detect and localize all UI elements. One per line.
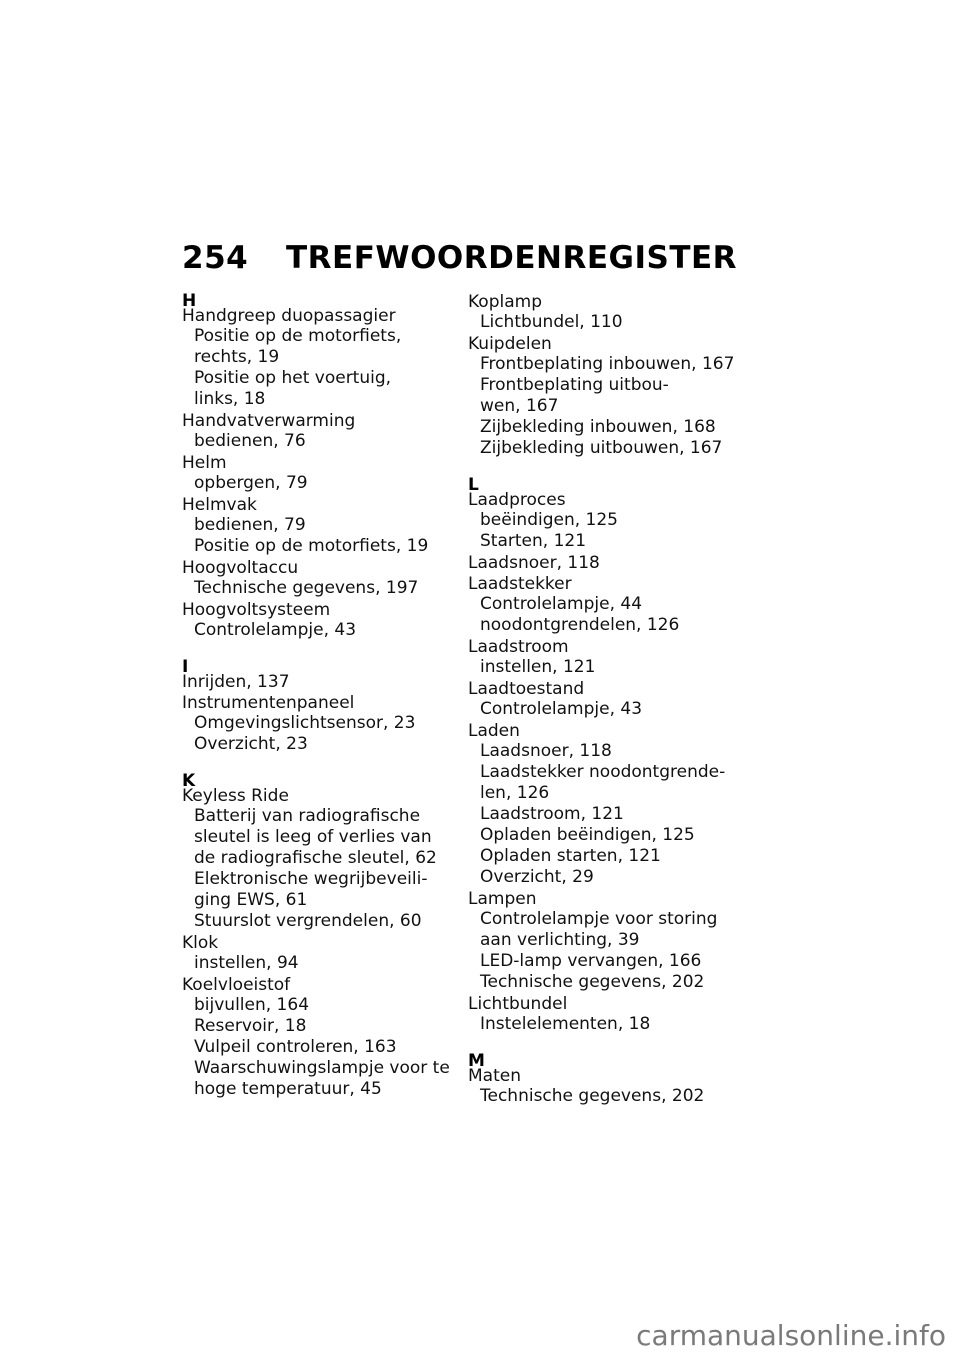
index-subentry[interactable]: Batterij van radiografische sleutel is leeg of verlies van de radiografische sleutel, 62 (194, 806, 437, 868)
index-subentry[interactable]: Overzicht, 29 (480, 867, 594, 887)
index-subentry[interactable]: Technische gegevens, 197 (194, 578, 419, 598)
index-subentry[interactable]: Controlelampje, 43 (480, 699, 643, 719)
index-entry (182, 976, 467, 1100)
index-term-helmvak[interactable]: Helmvak (182, 495, 257, 515)
index-subentry[interactable]: Zijbekleding inbouwen, 168 (480, 417, 716, 437)
section-letter-k: K (182, 771, 196, 791)
index-subentry[interactable]: Opladen beëindigen, 125 (480, 825, 695, 845)
index-term-laadproces[interactable]: Laadproces (468, 490, 566, 510)
index-subentry[interactable]: bedienen, 79 (194, 515, 306, 535)
index-subentry[interactable]: Controlelampje voor storing aan verlichting, 39 (480, 909, 718, 950)
index-entry (182, 673, 467, 692)
section-letter-i: I (182, 657, 189, 677)
index-term-handvatverwarming[interactable]: Handvatverwarming (182, 411, 356, 431)
index-subentry[interactable]: Positie op de motorfiets, 19 (194, 536, 429, 556)
index-subentry[interactable]: Starten, 121 (480, 531, 587, 551)
index-subentry[interactable]: LED-lamp vervangen, 166 (480, 951, 702, 971)
page-title: TREFWOORDENREGISTER (286, 240, 738, 276)
section-gap (468, 1037, 753, 1049)
index-term-helm[interactable]: Helm (182, 453, 227, 473)
index-term-hoogvoltsysteem[interactable]: Hoogvoltsysteem (182, 600, 331, 620)
index-subentry[interactable]: bijvullen, 164 (194, 995, 310, 1015)
index-entry (468, 293, 753, 333)
index-subentry[interactable]: Instelelementen, 18 (480, 1014, 651, 1034)
index-entry (182, 412, 467, 452)
index-entry (182, 787, 467, 932)
index-column-right (468, 293, 753, 1109)
index-term-lampen[interactable]: Lampen (468, 889, 537, 909)
index-term-koplamp[interactable]: Koplamp (468, 292, 542, 312)
index-subentry[interactable]: Overzicht, 23 (194, 734, 308, 754)
index-subentry[interactable]: Technische gegevens, 202 (480, 1086, 705, 1106)
index-entry (182, 496, 467, 557)
index-entry (182, 454, 467, 494)
index-entry (468, 335, 753, 459)
index-subentry[interactable]: Reservoir, 18 (194, 1016, 307, 1036)
index-entry (182, 601, 467, 641)
index-term-laadtoestand[interactable]: Laadtoestand (468, 679, 585, 699)
index-term-handgreep-duopassagier[interactable]: Handgreep duopassagier (182, 306, 396, 326)
index-entry (468, 554, 753, 573)
index-subentry[interactable]: Vulpeil controleren, 163 (194, 1037, 397, 1057)
index-subentry[interactable]: Opladen starten, 121 (480, 846, 661, 866)
index-subentry[interactable]: instellen, 121 (480, 657, 596, 677)
index-subentry[interactable]: Waarschuwingslampje voor te hoge temperatuur, 45 (194, 1058, 450, 1099)
index-entry (182, 694, 467, 755)
index-subentry[interactable]: Frontbeplating uitbou- wen, 167 (480, 375, 669, 416)
index-entry (468, 491, 753, 552)
index-subentry[interactable]: opbergen, 79 (194, 473, 308, 493)
watermark: carmanualsonline.info (636, 1319, 946, 1352)
index-entry (468, 722, 753, 888)
index-term-laadstroom[interactable]: Laadstroom (468, 637, 569, 657)
index-entry (468, 575, 753, 636)
index-term-inrijden-137[interactable]: Inrijden, 137 (182, 672, 290, 692)
index-subentry[interactable]: Laadstekker noodontgrende- len, 126 (480, 762, 726, 803)
index-subentry[interactable]: Frontbeplating inbouwen, 167 (480, 354, 735, 374)
index-subentry[interactable]: noodontgrendelen, 126 (480, 615, 680, 635)
index-term-kuipdelen[interactable]: Kuipdelen (468, 334, 552, 354)
index-term-laadsnoer-118[interactable]: Laadsnoer, 118 (468, 553, 600, 573)
index-entry (468, 1067, 753, 1107)
index-subentry[interactable]: instellen, 94 (194, 953, 299, 973)
index-subentry[interactable]: Laadstroom, 121 (480, 804, 624, 824)
index-term-laden[interactable]: Laden (468, 721, 520, 741)
section-letter-l: L (468, 475, 479, 495)
index-term-klok[interactable]: Klok (182, 933, 219, 953)
section-gap (182, 757, 467, 769)
index-subentry[interactable]: Positie op de motorfiets, rechts, 19 (194, 326, 402, 367)
index-column-left (182, 293, 467, 1102)
index-subentry[interactable]: Elektronische wegrijbeveili- ging EWS, 61 (194, 869, 428, 910)
index-subentry[interactable]: Zijbekleding uitbouwen, 167 (480, 438, 723, 458)
index-entry (468, 680, 753, 720)
section-letter-m: M (468, 1051, 485, 1071)
index-subentry[interactable]: Controlelampje, 43 (194, 620, 357, 640)
index-term-lichtbundel[interactable]: Lichtbundel (468, 994, 568, 1014)
index-term-laadstekker[interactable]: Laadstekker (468, 574, 572, 594)
index-subentry[interactable]: Stuurslot vergrendelen, 60 (194, 911, 422, 931)
index-entry (182, 559, 467, 599)
index-subentry[interactable]: Positie op het voertuig, links, 18 (194, 368, 392, 409)
index-entry (182, 307, 467, 410)
index-subentry[interactable]: Controlelampje, 44 (480, 594, 643, 614)
page-header (182, 240, 737, 276)
index-term-instrumentenpaneel[interactable]: Instrumentenpaneel (182, 693, 355, 713)
index-entry (468, 995, 753, 1035)
index-subentry[interactable]: Laadsnoer, 118 (480, 741, 612, 761)
index-term-koelvloeistof[interactable]: Koelvloeistof (182, 975, 291, 995)
index-entry (468, 638, 753, 678)
index-entry (182, 934, 467, 974)
index-entry (468, 890, 753, 993)
index-term-keyless-ride[interactable]: Keyless Ride (182, 786, 289, 806)
section-gap (468, 461, 753, 473)
index-subentry[interactable]: Lichtbundel, 110 (480, 312, 623, 332)
index-subentry[interactable]: beëindigen, 125 (480, 510, 619, 530)
index-subentry[interactable]: Omgevingslichtsensor, 23 (194, 713, 416, 733)
index-term-hoogvoltaccu[interactable]: Hoogvoltaccu (182, 558, 299, 578)
index-subentry[interactable]: bedienen, 76 (194, 431, 306, 451)
index-subentry[interactable]: Technische gegevens, 202 (480, 972, 705, 992)
section-letter-h: H (182, 291, 197, 311)
section-gap (182, 643, 467, 655)
index-term-maten[interactable]: Maten (468, 1066, 521, 1086)
page-number: 254 (182, 240, 249, 276)
